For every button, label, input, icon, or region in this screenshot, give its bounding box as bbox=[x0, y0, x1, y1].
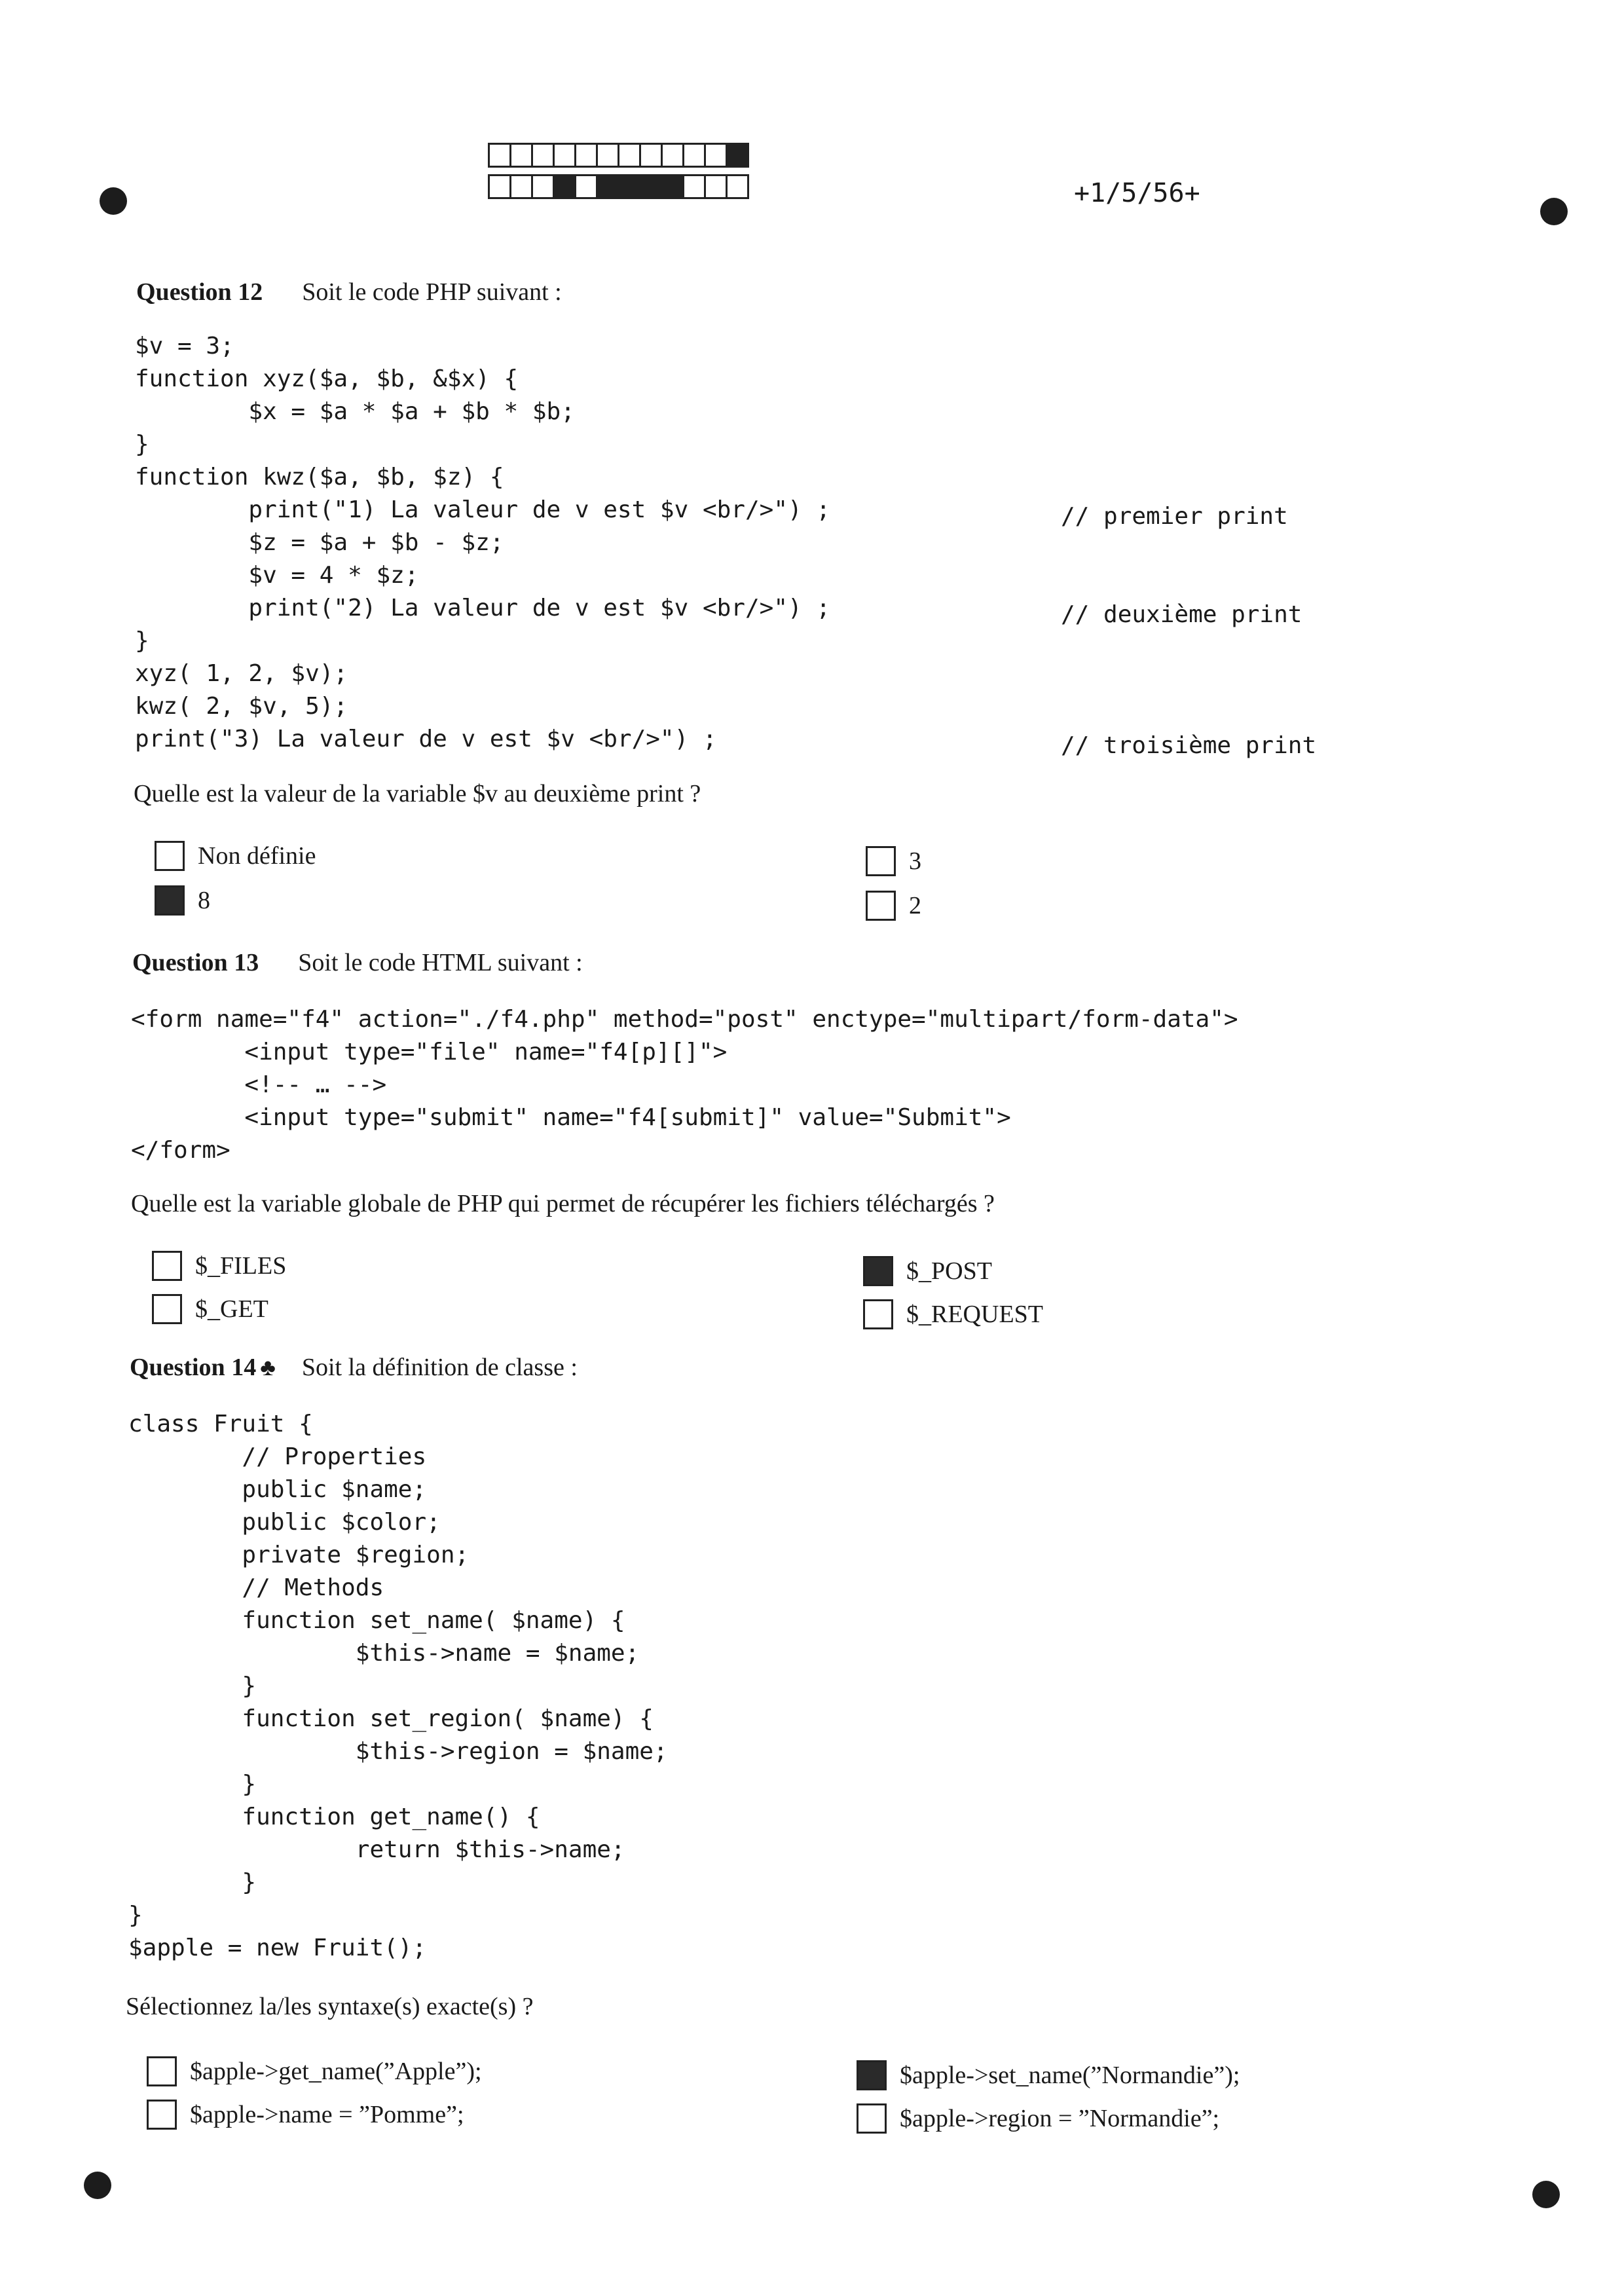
checkbox[interactable] bbox=[155, 841, 185, 871]
barcode-cell bbox=[639, 174, 663, 199]
q13-option-get[interactable] bbox=[152, 1294, 268, 1324]
barcode-cell bbox=[639, 143, 663, 168]
barcode-top bbox=[488, 143, 747, 168]
question-13-prompt: Quelle est la variable globale de PHP qui permet de récupérer les fichiers téléchargés ? bbox=[131, 1190, 995, 1217]
question-intro: Soit la définition de classe : bbox=[301, 1354, 578, 1381]
checkbox[interactable] bbox=[863, 1256, 893, 1286]
checkbox[interactable] bbox=[152, 1294, 182, 1324]
option-label: $_GET bbox=[195, 1295, 268, 1323]
barcode-cell bbox=[596, 174, 619, 199]
barcode-cell bbox=[704, 174, 728, 199]
option-label: $_REQUEST bbox=[906, 1301, 1043, 1328]
option-label: $apple->set_name(”Normandie”); bbox=[900, 2062, 1240, 2089]
q14-option-name-assign[interactable] bbox=[147, 2100, 464, 2130]
page-id: +1/5/56+ bbox=[1074, 178, 1200, 208]
barcode-cell bbox=[726, 143, 749, 168]
barcode-cell bbox=[661, 174, 684, 199]
q12-option-non-definie[interactable] bbox=[155, 841, 316, 871]
question-12-heading bbox=[136, 278, 562, 306]
question-13-heading bbox=[132, 948, 583, 977]
option-label: 3 bbox=[909, 847, 921, 875]
checkbox[interactable] bbox=[147, 2100, 177, 2130]
option-label: $_POST bbox=[906, 1257, 992, 1285]
barcode-cell bbox=[726, 174, 749, 199]
registration-mark-top-right bbox=[1540, 198, 1568, 225]
club-icon: ♣ bbox=[260, 1354, 276, 1380]
barcode-cell bbox=[531, 143, 555, 168]
barcode-cell bbox=[488, 174, 511, 199]
checkbox[interactable] bbox=[147, 2056, 177, 2086]
registration-mark-bottom-right bbox=[1532, 2181, 1560, 2208]
question-label: Question 14 bbox=[130, 1354, 257, 1381]
question-14-prompt: Sélectionnez la/les syntaxe(s) exacte(s) ? bbox=[126, 1993, 534, 2020]
q12-option-3[interactable] bbox=[866, 846, 921, 876]
q14-option-get-name[interactable] bbox=[147, 2056, 482, 2086]
option-label: $apple->region = ”Normandie”; bbox=[900, 2105, 1220, 2132]
q13-option-post[interactable] bbox=[863, 1256, 992, 1286]
checkbox[interactable] bbox=[857, 2103, 887, 2134]
option-label: $_FILES bbox=[195, 1252, 287, 1280]
barcode-cell bbox=[553, 174, 576, 199]
barcode-bottom bbox=[488, 174, 747, 199]
barcode-cell bbox=[618, 174, 641, 199]
registration-mark-bottom-left bbox=[84, 2172, 111, 2199]
barcode-cell bbox=[704, 143, 728, 168]
barcode-cell bbox=[618, 143, 641, 168]
barcode-cell bbox=[488, 143, 511, 168]
q12-option-8[interactable] bbox=[155, 885, 210, 916]
question-intro: Soit le code HTML suivant : bbox=[298, 949, 583, 976]
q13-option-files[interactable] bbox=[152, 1251, 286, 1281]
q13-option-request[interactable] bbox=[863, 1299, 1043, 1329]
question-intro: Soit le code PHP suivant : bbox=[302, 278, 562, 306]
barcode-cell bbox=[596, 143, 619, 168]
barcode-cell bbox=[553, 143, 576, 168]
code-comment-second-print: // deuxième print bbox=[1061, 601, 1302, 628]
question-label: Question 13 bbox=[132, 949, 259, 976]
php-code-block: $v = 3; function xyz($a, $b, &$x) { $x = $a * $a + $b * $b; } function kwz($a, $b, $z) { print("1) La valeur de v est $v <br/>") ; $z = $a + $b - $z; $v = 4 * $z; print("2) La valeur de v est $v <br/>") ; } xyz( 1, 2, $v); kwz( 2, $v, 5); print("3) La valeur de v est $v <br/>") ; bbox=[135, 333, 831, 752]
option-label: $apple->name = ”Pomme”; bbox=[190, 2101, 464, 2128]
checkbox[interactable] bbox=[863, 1299, 893, 1329]
checkbox[interactable] bbox=[152, 1251, 182, 1281]
barcode-cell bbox=[509, 174, 533, 199]
code-comment-first-print: // premier print bbox=[1061, 503, 1288, 530]
code-comment-third-print: // troisième print bbox=[1061, 732, 1317, 759]
html-code-block: <form name="f4" action="./f4.php" method="post" enctype="multipart/form-data"> <input type="file" name="f4[p][]"> <!-- … --> <input type="submit" name="f4[submit]" value="Submit"> </form> bbox=[131, 1006, 1238, 1164]
barcode-cell bbox=[682, 143, 706, 168]
checkbox[interactable] bbox=[866, 846, 896, 876]
q14-option-set-name[interactable] bbox=[857, 2060, 1240, 2090]
barcode-cell bbox=[509, 143, 533, 168]
registration-mark-top-left bbox=[100, 187, 127, 215]
checkbox[interactable] bbox=[857, 2060, 887, 2090]
option-label: Non définie bbox=[198, 842, 316, 870]
barcode-cell bbox=[661, 143, 684, 168]
option-label: $apple->get_name(”Apple”); bbox=[190, 2058, 482, 2085]
barcode-cell bbox=[531, 174, 555, 199]
question-12-prompt: Quelle est la valeur de la variable $v au deuxième print ? bbox=[134, 780, 701, 807]
question-14-heading bbox=[130, 1353, 578, 1382]
question-label: Question 12 bbox=[136, 278, 263, 306]
class-code-block: class Fruit { // Properties public $name; public $color; private $region; // Methods function set_name( $name) { $this->name = $name; } function set_region( $name) { $this->region = $name; } function get_name() { return $this->name; } } $apple = new Fruit(); bbox=[128, 1411, 668, 1961]
checkbox[interactable] bbox=[155, 885, 185, 916]
option-label: 2 bbox=[909, 892, 921, 919]
barcode-cell bbox=[682, 174, 706, 199]
checkbox[interactable] bbox=[866, 891, 896, 921]
q14-option-region-assign[interactable] bbox=[857, 2103, 1219, 2134]
option-label: 8 bbox=[198, 887, 210, 914]
barcode-cell bbox=[574, 174, 598, 199]
barcode-cell bbox=[574, 143, 598, 168]
q12-option-2[interactable] bbox=[866, 891, 921, 921]
